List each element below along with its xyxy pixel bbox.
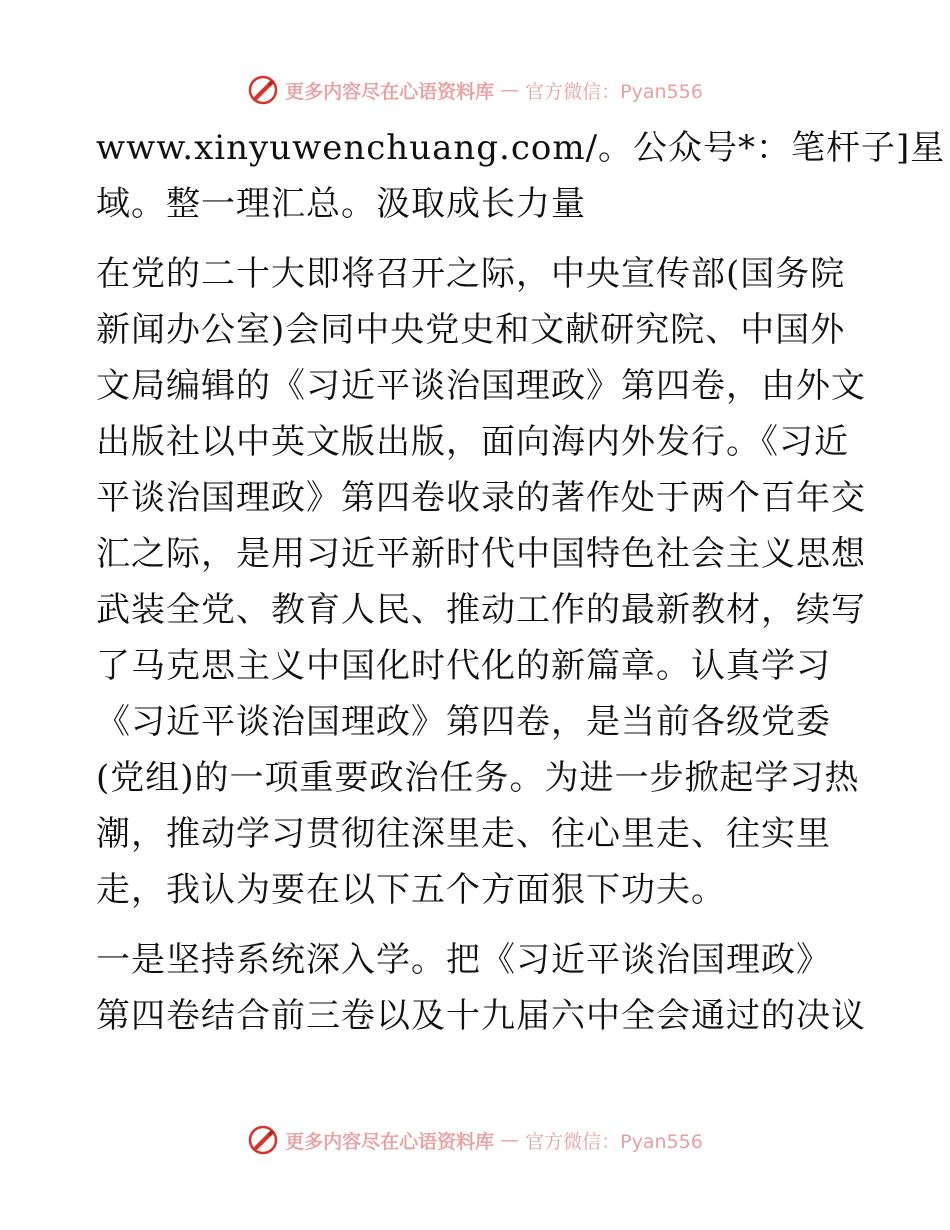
document-body — [96, 120, 946, 1044]
paragraph-line: 走，我认为要在以下五个方面狠下功夫。 — [96, 870, 726, 910]
header-block — [96, 120, 946, 232]
paragraph-spacer — [96, 918, 856, 932]
paragraph-line: 一是坚持系统深入学。把《习近平谈治国理政》 — [96, 940, 831, 980]
pen-logo-icon — [247, 1124, 279, 1156]
watermark-contact: 官方微信：Pyan556 — [525, 1130, 703, 1153]
paragraph-line: 出版社以中英文版出版，面向海内外发行。《习近 — [96, 422, 849, 462]
header-line: www.xinyuwenchuang.com/。公众号*：笔杆子]星 — [96, 128, 946, 168]
paragraph-point-one — [96, 932, 866, 1044]
paragraph-line: 文局编辑的《习近平谈治国理政》第四卷，由外文 — [96, 366, 866, 406]
paragraph-line: 平谈治国理政》第四卷收录的著作处于两个百年交 — [96, 478, 866, 518]
watermark-site-text: 更多内容尽在心语资料库 — [285, 80, 495, 103]
watermark-dash: — — [500, 1129, 520, 1151]
watermark-top — [0, 70, 950, 110]
header-line: 域。整一理汇总。汲取成长力量 — [96, 184, 586, 224]
paragraph-line: (党组)的一项重要政治任务。为进一步掀起学习热 — [96, 758, 860, 798]
paragraph-line: 武装全党、教育人民、推动工作的最新教材，续写 — [96, 590, 866, 630]
watermark-site-text: 更多内容尽在心语资料库 — [285, 1130, 495, 1153]
watermark-bottom — [0, 1120, 950, 1160]
watermark-contact: 官方微信：Pyan556 — [525, 80, 703, 103]
pen-logo-icon — [247, 74, 279, 106]
watermark-dash: — — [500, 79, 520, 101]
paragraph-line: 汇之际，是用习近平新时代中国特色社会主义思想 — [96, 534, 866, 574]
paragraph-intro — [96, 246, 866, 918]
paragraph-line: 《习近平谈治国理政》第四卷，是当前各级党委 — [96, 702, 831, 742]
paragraph-line: 在党的二十大即将召开之际，中央宣传部(国务院 — [96, 254, 846, 294]
paragraph-line: 了马克思主义中国化时代化的新篇章。认真学习 — [96, 646, 831, 686]
paragraph-line: 第四卷结合前三卷以及十九届六中全会通过的决议 — [96, 996, 866, 1036]
paragraph-line: 潮，推动学习贯彻往深里走、往心里走、往实里 — [96, 814, 831, 854]
paragraph-spacer — [96, 232, 856, 246]
paragraph-line: 新闻办公室)会同中央党史和文献研究院、中国外 — [96, 310, 846, 350]
